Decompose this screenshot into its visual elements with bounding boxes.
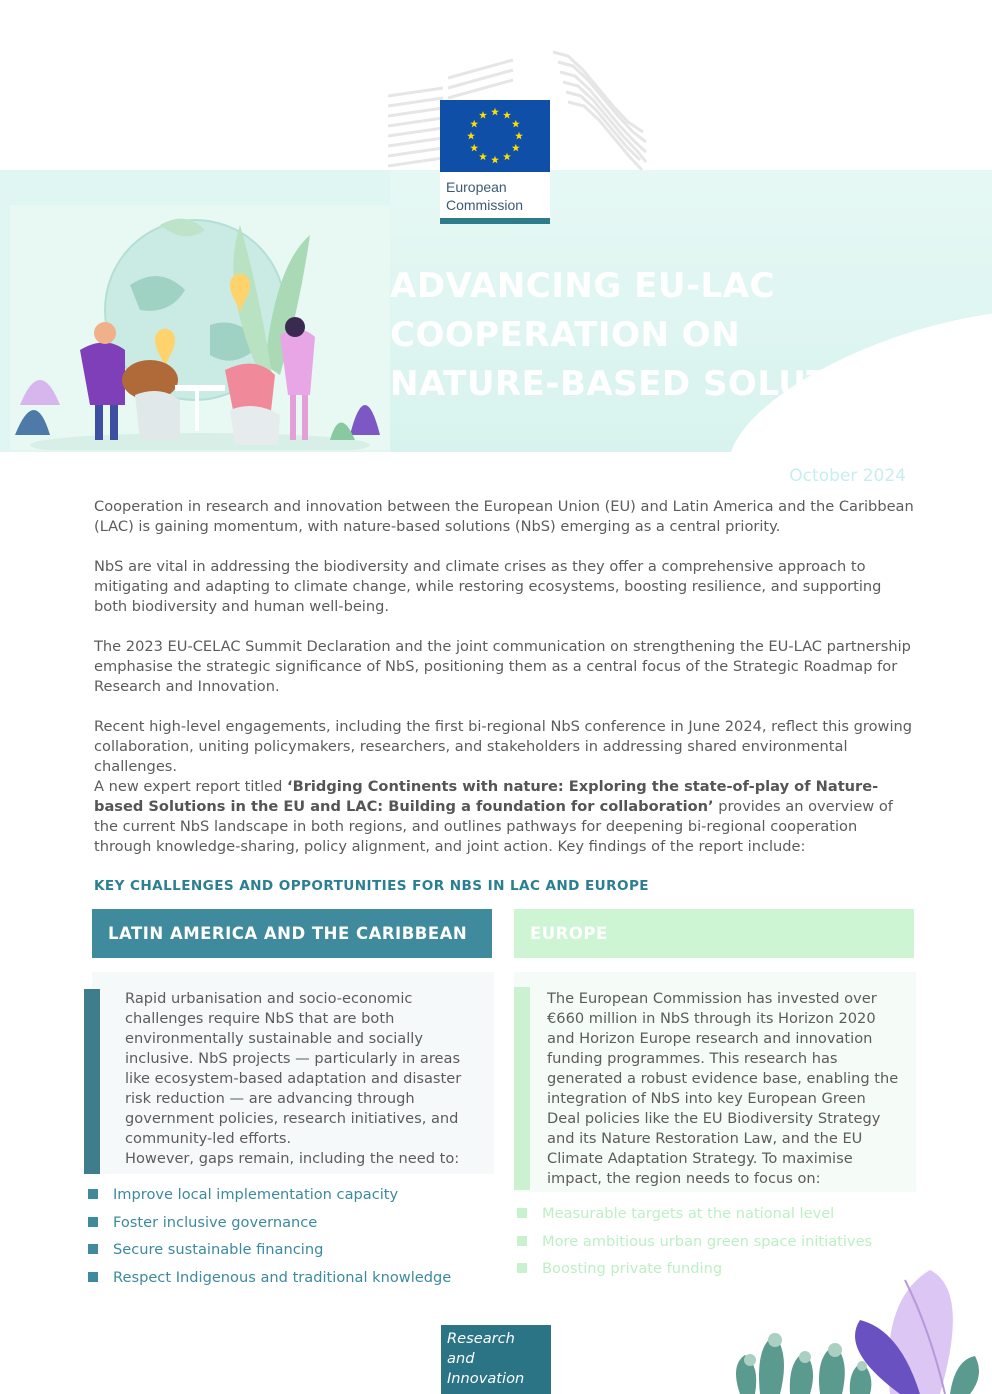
paragraph-1 xyxy=(94,497,914,537)
paragraph-3-text: The 2023 EU-CELAC Summit Declaration and the joint communication on strengthening the EU-LAC partnership emphasise the strategic significance of NbS, positioning them as a central focus of the Strategic Roadmap for Research and Innovation. xyxy=(94,638,911,695)
bullet-square-icon xyxy=(517,1208,527,1218)
paragraph-5 xyxy=(94,777,914,857)
list-item xyxy=(88,1240,488,1268)
logo-line1: European xyxy=(446,179,507,195)
paragraph-5-end: provides an overview of the current NbS landscape in both regions, and outlines pathways for deepening bi-regional cooperation through knowledge-sharing, policy alignment, and joint action. Key findings of the report include: xyxy=(94,798,893,855)
logo-line2: Commission xyxy=(446,197,524,213)
eu-star-icon xyxy=(503,153,511,161)
paragraph-5-start: A new expert report titled xyxy=(94,778,288,795)
list-item xyxy=(517,1232,917,1260)
eu-star-icon xyxy=(491,108,499,116)
paragraph-4-text: Recent high-level engagements, including the first bi-regional NbS conference in June 2024, reflect this growing collaboration, uniting policymakers, researchers, and stakeholders in addressing shared environmental challenges. xyxy=(94,718,913,775)
list-item xyxy=(88,1213,488,1241)
publication-date: October 2024 xyxy=(789,466,906,486)
eu-flag-icon xyxy=(440,100,550,172)
lac-bullet-text: Foster inclusive governance xyxy=(113,1213,318,1231)
europe-bullet-text: More ambitious urban green space initiatives xyxy=(542,1232,873,1250)
report-title: ‘Bridging Continents with nature: Exploring the state-of-play of Nature-based Solutions in the EU and LAC: Building a foundation for collaboration’ xyxy=(94,778,879,815)
paragraph-3 xyxy=(94,637,914,697)
lac-bullet-text: Respect Indigenous and traditional knowledge xyxy=(113,1268,452,1286)
list-item xyxy=(517,1204,917,1232)
list-item xyxy=(88,1185,488,1213)
eu-star-icon xyxy=(512,144,520,152)
europe-bullet-text: Measurable targets at the national level xyxy=(542,1205,835,1222)
europe-column-heading: EUROPE xyxy=(514,909,914,958)
logo-bar xyxy=(440,218,550,224)
bullet-square-icon xyxy=(88,1244,98,1254)
europe-bullet-text: Boosting private funding xyxy=(542,1260,723,1277)
lac-bullet-list xyxy=(88,1185,488,1295)
bullet-square-icon xyxy=(88,1217,98,1227)
europe-panel-text: The European Commission has invested over €660 million in NbS through its Horizon 2020 and Horizon Europe research and innovation funding programmes. This research has generated a robust evidence base, enabling the integration of NbS into key European Green Deal policies like the EU Biodiversity Strategy and its Nature Restoration Law, and the EU Climate Adaptation Strategy. To maximise impact, the region needs to focus on: xyxy=(547,990,899,1187)
bullet-square-icon xyxy=(88,1272,98,1282)
eu-star-icon xyxy=(470,144,478,152)
lac-text2: However, gaps remain, including the need to: xyxy=(125,1150,460,1167)
document-title xyxy=(390,262,970,409)
eu-star-icon xyxy=(515,132,523,140)
lac-panel-text xyxy=(125,989,480,1169)
paragraph-4 xyxy=(94,717,914,777)
section-heading: KEY CHALLENGES AND OPPORTUNITIES FOR NBS IN LAC AND EUROPE xyxy=(94,878,649,894)
paragraph-1-text: Cooperation in research and innovation between the European Union (EU) and Latin America and the Caribbean (LAC) is gaining momentum, with nature-based solutions (NbS) emerging as a central priority. xyxy=(94,498,914,535)
eu-star-icon xyxy=(470,120,478,128)
title-line1: ADVANCING EU-LAC xyxy=(390,266,775,306)
ec-logo-text xyxy=(446,178,546,214)
lac-column-heading: LATIN AMERICA AND THE CARIBBEAN xyxy=(92,909,492,958)
lac-bullet-text: Secure sustainable financing xyxy=(113,1241,324,1258)
list-item xyxy=(88,1268,488,1296)
title-line2: COOPERATION ON xyxy=(390,315,741,355)
paragraph-2 xyxy=(94,557,914,617)
title-line3: NATURE-BASED SOLUTIONS xyxy=(390,364,927,404)
bullet-square-icon xyxy=(517,1236,527,1246)
plants-decoration xyxy=(730,1260,992,1394)
paragraph-2-text: NbS are vital in addressing the biodiversity and climate crises as they offer a comprehensive approach to mitigating and adapting to climate change, while restoring ecosystems, boosting resilience, and supporting both biodiversity and human well-being. xyxy=(94,558,882,615)
europe-panel-accent xyxy=(514,987,530,1190)
lac-text: Rapid urbanisation and socio-economic challenges require NbS that are both environmentally sustainable and socially inclusive. NbS projects — particularly in areas like ecosystem-based adaptation and disaster risk reduction — are advancing through government policies, research initiatives, and community-led efforts. xyxy=(125,990,462,1147)
eu-star-icon xyxy=(479,111,487,119)
bullet-square-icon xyxy=(517,1263,527,1273)
europe-panel xyxy=(514,972,916,1192)
eu-star-icon xyxy=(491,156,499,164)
eu-star-icon xyxy=(467,132,475,140)
bullet-square-icon xyxy=(88,1189,98,1199)
ri-line1: Research and xyxy=(447,1330,515,1367)
eu-star-icon xyxy=(503,111,511,119)
lac-bullet-text: Improve local implementation capacity xyxy=(113,1186,399,1203)
eu-star-icon xyxy=(479,153,487,161)
lac-panel-accent xyxy=(84,989,100,1174)
nature-cooperation-illustration xyxy=(10,205,390,450)
eu-star-icon xyxy=(512,120,520,128)
research-innovation-box xyxy=(441,1325,551,1394)
ri-line2: Innovation xyxy=(447,1370,525,1387)
lac-panel xyxy=(92,972,494,1174)
